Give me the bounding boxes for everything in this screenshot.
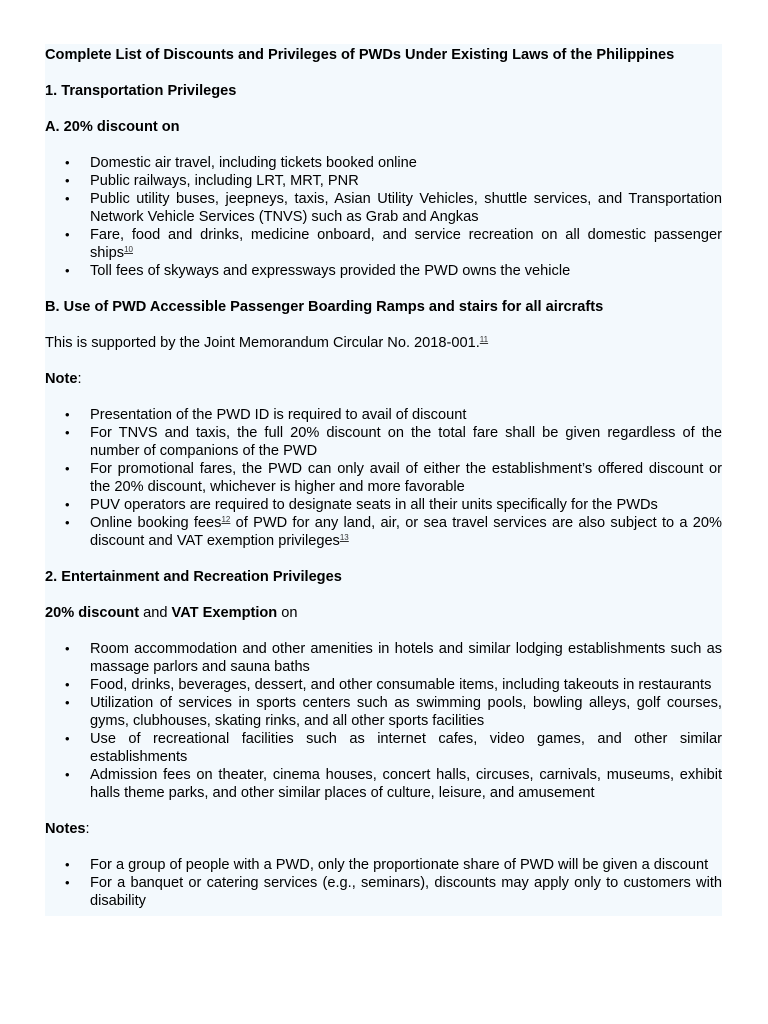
list-item: • PUV operators are required to designate seats in all their units specifically for the PWDs — [45, 496, 722, 514]
list-item: • Use of recreational facilities such as internet cafes, video games, and other similar establishments — [45, 730, 722, 766]
list-item: • Presentation of the PWD ID is required to avail of discount — [45, 406, 722, 424]
section-1-heading: 1. Transportation Privileges — [45, 83, 237, 99]
document-title: Complete List of Discounts and Privileges of PWDs Under Existing Laws of the Philippines — [45, 47, 675, 63]
transport-discount-list — [45, 154, 722, 280]
list-item: • Toll fees of skyways and expressways provided the PWD owns the vehicle — [45, 262, 722, 280]
document-body — [45, 44, 722, 916]
list-item: • For promotional fares, the PWD can only avail of either the establishment’s offered discount or the 20% discount, whichever is higher and more favorable — [45, 460, 722, 496]
list-item: • For a group of people with a PWD, only the proportionate share of PWD will be given a discount — [45, 856, 722, 874]
transport-notes-list — [45, 406, 722, 550]
list-item: • Room accommodation and other amenities in hotels and similar lodging establishments such as massage parlors and sauna baths — [45, 640, 722, 676]
list-item: • For TNVS and taxis, the full 20% discount on the total fare shall be given regardless of the number of companions of the PWD — [45, 424, 722, 460]
footnote-ref-link[interactable]: 11 — [479, 335, 489, 344]
list-item: • For a banquet or catering services (e.g., seminars), discounts may apply only to customers with disability — [45, 874, 722, 910]
list-item: • Domestic air travel, including tickets booked online — [45, 154, 722, 172]
list-item: • Food, drinks, beverages, dessert, and other consumable items, including takeouts in restaurants — [45, 676, 722, 694]
entertainment-discount-list — [45, 640, 722, 802]
section-2-heading: 2. Entertainment and Recreation Privileges — [45, 569, 342, 585]
section-1a-heading: A. 20% discount on — [45, 119, 180, 135]
section-1b-heading: B. Use of PWD Accessible Passenger Boarding Ramps and stairs for all aircrafts — [45, 299, 604, 315]
list-item: • Public utility buses, jeepneys, taxis, Asian Utility Vehicles, shuttle services, and Transportation Network Vehicle Services (TNVS) such as Grab and Angkas — [45, 190, 722, 226]
list-item: • Admission fees on theater, cinema houses, concert halls, circuses, carnivals, museums, exhibit halls theme parks, and other similar places of culture, leisure, and amusement — [45, 766, 722, 802]
note-label: Note: — [45, 371, 82, 387]
list-item: • Online booking fees$^{12}$ of PWD for any land, air, or sea travel services are also subject to a 20% discount and VAT exemption privileges$^{13}$ — [45, 514, 722, 550]
notes-label: Notes: — [45, 821, 90, 837]
footnote-ref-link[interactable]: 10 — [124, 245, 133, 254]
entertainment-notes-list — [45, 856, 722, 910]
footnote-ref-link[interactable]: 13 — [339, 533, 349, 542]
list-item: • Fare, food and drinks, medicine onboard, and service recreation on all domestic passenger ships$^{10}$ — [45, 226, 722, 262]
footnote-ref-link[interactable]: 12 — [221, 515, 231, 524]
discount-vat-line: 20% discount and VAT Exemption on — [45, 605, 298, 621]
list-item: • Public railways, including LRT, MRT, PNR — [45, 172, 722, 190]
supported-paragraph: This is supported by the Joint Memorandum Circular No. 2018-001.11 — [45, 335, 489, 351]
list-item: • Utilization of services in sports centers such as swimming pools, bowling alleys, golf courses, gyms, clubhouses, skating rinks, and all other sports facilities — [45, 694, 722, 730]
